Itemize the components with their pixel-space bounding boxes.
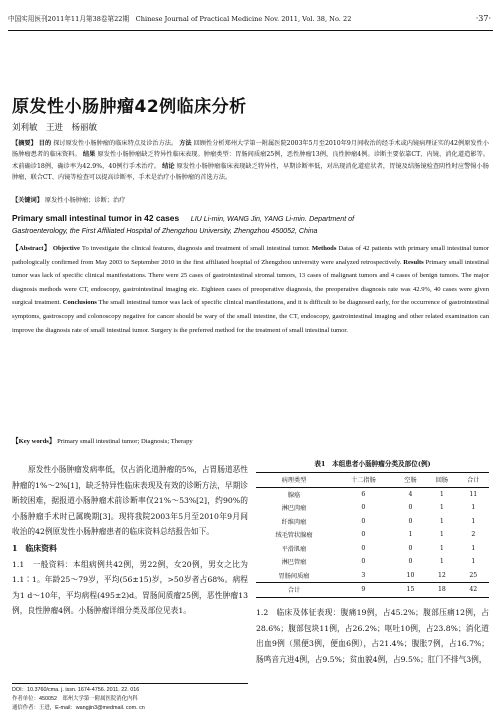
objective-text: 探讨原发性小肠肿瘤的临床特点及诊治方法。 [53, 140, 178, 147]
en-objective-text: To investigate the clinical features, diagnosis and treatment of small intestinal tumor. [81, 245, 310, 252]
table-cell: 25 [469, 571, 478, 579]
table-cell: 9 [332, 583, 395, 598]
corresponding-author-line: 通信作者：王进，E-mail：wangjin3@medmail. com. cn [12, 704, 145, 711]
clinical-signs-paragraph: 1.2 临床及体征表现：腹痛19例，占45.2%；腹部压痛12例，占28.6%；腹部包块11例，占26.2%；呕吐10例，占23.8%；消化道出血9例（黑便3例，便血6例），占21.4%；腹胀7例，占16.7%；肠鸣音亢进4例，占9.5%；贫血貌4例，占9.5%；肛门不排气3例， [256, 608, 489, 664]
table-header-cell: 回肠 [435, 477, 449, 485]
table-cell: 0 [361, 558, 366, 566]
table-cell: 平滑肌瘤 [281, 545, 307, 553]
table-cell: 0 [361, 517, 366, 525]
table-cell: 2 [471, 531, 476, 539]
table-cell: 6 [361, 490, 366, 498]
table-cell: 0 [361, 531, 366, 539]
article-title: 原发性小肠肿瘤42例临床分析 [12, 97, 247, 117]
table-caption: 表1 本组患者小肠肿瘤分类及部位(例) [314, 460, 431, 468]
table-row [256, 501, 489, 515]
table-cell: 0 [408, 558, 413, 566]
table-cell: 0 [361, 504, 366, 512]
chinese-abstract [12, 138, 489, 183]
table-cell: 1 [439, 504, 444, 512]
english-affiliation-dept: Department of [309, 215, 355, 223]
table-header-cell: 十二指肠 [351, 477, 376, 485]
table-cell: 1 [471, 544, 476, 552]
table-cell: 4 [408, 490, 413, 498]
table-cell: 42 [458, 583, 489, 598]
table-total-row [256, 583, 489, 598]
table-cell: 12 [437, 571, 446, 579]
table-row [256, 515, 489, 529]
table-cell: 1 [471, 517, 476, 525]
table-cell: 1 [471, 558, 476, 566]
en-methods-label: Methods [311, 245, 337, 252]
body-column-right [256, 605, 489, 667]
results-text: 原发性小肠肿瘤缺乏特异性临床表现。肿瘤类型：胃肠间质瘤25例，恶性肿瘤13例，良性肿瘤4例。诊断主要依靠CT、内镜、消化道造影等。术前确诊18例，确诊率为42.9%，40例行手术治疗。 [12, 151, 490, 170]
table-cell: 3 [361, 571, 366, 579]
table-cell: 绒毛管状腺瘤 [275, 532, 313, 540]
conclusion-text: 原发性小肠肿瘤临床表现缺乏特异性，早期诊断率低，对出现消化道症状者，胃镜及结肠镜检查阴性时应警惕小肠肿瘤，联合CT、内镜等检查可以提高诊断率，手术是治疗小肠肿瘤的首选方法。 [12, 162, 489, 181]
en-keywords-text: Primary small intestinal tumor; Diagnosis; Therapy [57, 438, 193, 445]
english-affiliation: Gastroenterology, the First Affiliated Hospital of Zhengzhou University, Zhengzhou 450052, China [12, 227, 318, 235]
results-label: 结果 [82, 151, 96, 159]
table-cell: 合计 [256, 583, 332, 598]
author-unit-line: 作者单位：450052 郑州大学第一附属医院消化内科 [12, 695, 138, 702]
table-row [256, 555, 489, 569]
table-cell: 胃肠间质瘤 [278, 572, 310, 580]
table-header-row [256, 473, 489, 488]
classification-table [256, 458, 489, 598]
keywords-text: 原发性小肠肿瘤；诊断；治疗 [44, 197, 126, 204]
en-results-text: Primary small intestinal tumor was lack of specific clinical manifestations. There were 25 cases of gastrointestinal stromal tumors, 13 cases of malignant tumors and 4 cases of benign tumors. The major diagnosis methods were CT, endoscopy, gastrointestinal imaging etc. Eighteen cases of preoperative diagnosis, the preoperative diagnosis rate was 42.9%, 40 cases were given surgical treatment. [12, 258, 489, 307]
table-cell: 纤维肉瘤 [281, 518, 307, 526]
footnote [12, 683, 248, 712]
table-cell: 11 [469, 490, 478, 498]
table-cell: 淋巴肉瘤 [281, 505, 307, 513]
objective-label: 目的 [38, 140, 52, 147]
english-abstract [12, 242, 489, 337]
section-heading: 1 临床资料 [12, 543, 57, 553]
table-cell: 0 [408, 504, 413, 512]
table-cell: 1 [439, 490, 444, 498]
english-keywords [12, 435, 193, 445]
article-authors: 刘利敏 王进 杨丽敏 [12, 123, 98, 133]
body-column-left [12, 462, 248, 619]
table-cell: 0 [408, 517, 413, 525]
running-header [8, 8, 493, 31]
table-cell: 1 [439, 531, 444, 539]
general-data-paragraph: 1.1 一般资料：本组病例共42例，男22例，女20例，男女之比为1.1∶1。年龄25～79岁，平均(56±15)岁，>50岁者占68%。病程为1 d～10年，平均病程(495±2)d。胃肠间质瘤25例，恶性肿瘤13例，良性肿瘤4例。小肠肿瘤详细分类及部位见表1。 [12, 559, 248, 616]
table-row [256, 542, 489, 556]
table-cell: 淋巴管瘤 [281, 559, 307, 567]
table-cell: 10 [406, 571, 415, 579]
table-cell: 18 [426, 583, 457, 598]
en-keywords-label: 【Key words】 [12, 438, 56, 445]
english-title-line [12, 213, 354, 223]
en-objective-label: Objective [52, 245, 80, 252]
table-cell: 1 [439, 517, 444, 525]
page-number: ·37· [475, 14, 491, 23]
conclusion-label: 结论 [162, 162, 175, 170]
table-cell: 1 [408, 531, 413, 539]
table-header-cell: 空肠 [404, 477, 417, 485]
en-methods-text: Datas of 42 patients with primary small intestinal tumor pathologically confirmed from May 2003 to September 2010 in the first affiliated hospital of Zhengzhou university were analyzed retrospectively. [12, 245, 490, 266]
english-authors: LIU Li-min, WANG Jin, YANG Li-min. [190, 215, 307, 223]
chinese-keywords [12, 195, 125, 204]
table-cell: 1 [471, 504, 476, 512]
journal-info: 中国实用医刊2011年11月第38卷第22期 Chinese Journal of Practical Medicine Nov. 2011, Vol. 38, No. 22 [8, 15, 352, 23]
intro-paragraph: 原发性小肠肿瘤发病率低，仅占消化道肿瘤的5%，占胃肠道恶性肿瘤的1%～2%[1]，缺乏特异性临床表现及有效的诊断方法，早期诊断较困难，据报道小肠肿瘤术前诊断率仅21%～53%[2]，约90%的小肠肿瘤手术时已属晚期[3]。现将我院2003年5月至2010年9月间收治的42例原发性小肠肿瘤患者的临床资料总结报告如下。 [12, 465, 248, 537]
methods-text: 回顾性分析郑州大学第一附属医院2003年5月至2010年9月间收治的经手术或内镜病理证实的42例原发性小肠肿瘤患者的临床资料。 [12, 140, 489, 159]
doi-line: DOI：10.3760/cma. j. issn. 1674-4756. 2011. 22. 016 [12, 687, 140, 693]
table-header-cell: 合计 [467, 477, 480, 485]
table-row [256, 528, 489, 542]
table-cell: 1 [439, 544, 444, 552]
en-conclusion-label: Conclusions [62, 299, 97, 307]
table-row [256, 569, 489, 583]
keywords-label: 【关键词】 [12, 197, 43, 204]
table-row [256, 487, 489, 501]
english-title: Primary small intestinal tumor in 42 cases [12, 213, 180, 223]
table-cell: 1 [439, 558, 444, 566]
table-cell: 腺癌 [287, 491, 301, 499]
methods-label: 方法 [179, 140, 192, 147]
table-cell: 0 [408, 544, 413, 552]
abstract-label: 【摘要】 [12, 140, 37, 147]
en-conclusion-text: The small intestinal tumor was lack of specific clinical manifestations, and it is difficult to be diagnosed early, for the occurrence of gastrointestinal symptoms, gastroscopy and colonoscopy negative for cancer should be wary of the small intestine, the CT, endoscopy, gastrointestinal imaging and other related examination can improve the diagnosis rate of small intestinal tumor. Surgery is the preferred method for the treatment of small intestinal tumor. [12, 299, 490, 334]
table-header-cell: 病理类型 [281, 477, 307, 485]
en-abstract-label: 【Abstract】 [12, 245, 51, 252]
en-results-label: Results [403, 258, 424, 266]
table-cell: 0 [361, 544, 366, 552]
table-cell: 15 [395, 583, 426, 598]
